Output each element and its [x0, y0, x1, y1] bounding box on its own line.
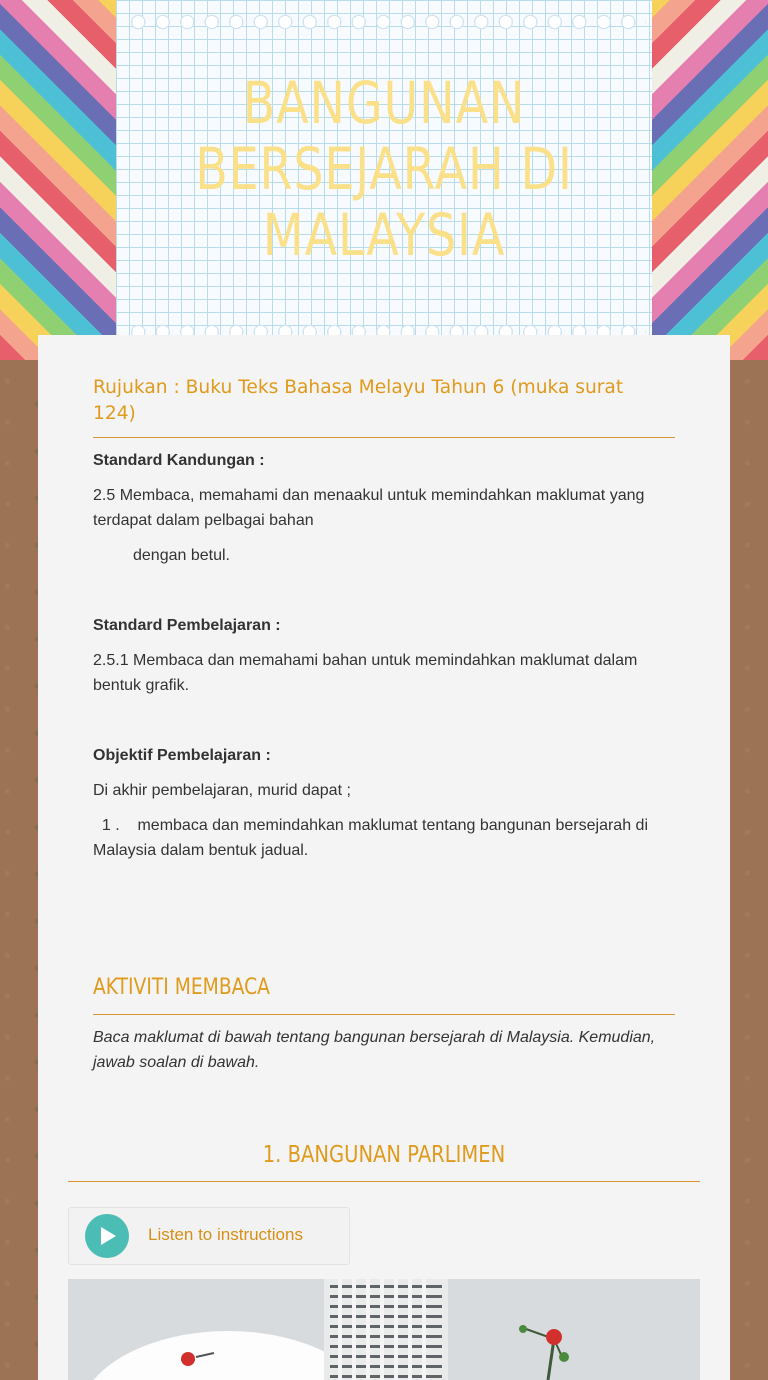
standard-kandungan-text-cont: dengan betul.: [133, 547, 230, 564]
objektif-item: 1 . membaca dan memindahkan maklumat tentang bangunan bersejarah di Malaysia dalam bentuk jadual.: [93, 817, 653, 859]
page-title: BANGUNAN BERSEJARAH DI MALAYSIA: [195, 69, 573, 269]
divider: [68, 1181, 700, 1182]
objektif-heading: Objektif Pembelajaran :: [93, 747, 271, 764]
audio-player[interactable]: [68, 1207, 350, 1265]
section-heading-parlimen: 1. BANGUNAN PARLIMEN: [262, 1142, 506, 1168]
standard-pembelajaran-text: 2.5.1 Membaca dan memahami bahan untuk memindahkan maklumat dalam bentuk grafik.: [93, 652, 638, 694]
play-icon: [99, 1226, 117, 1246]
standard-kandungan-heading: Standard Kandungan :: [93, 452, 265, 469]
objektif-intro: Di akhir pembelajaran, murid dapat ;: [93, 782, 351, 799]
chevron-pattern-left: [0, 0, 116, 360]
standard-pembelajaran-heading: Standard Pembelajaran :: [93, 617, 281, 634]
aktiviti-instruction: Baca maklumat di bawah tentang bangunan bersejarah di Malaysia. Kemudian, jawab soalan di bawah.: [93, 1029, 656, 1071]
divider: [93, 1014, 675, 1015]
divider: [93, 437, 675, 438]
parliament-building-photo: [68, 1279, 700, 1380]
standard-kandungan-text: 2.5 Membaca, memahami dan menaakul untuk memindahkan maklumat yang terdapat dalam pelbagai bahan: [93, 487, 645, 529]
aktiviti-heading: AKTIVITI MEMBACA: [93, 975, 270, 1000]
content-card: [38, 335, 730, 1380]
reference-text: Rujukan : Buku Teks Bahasa Melayu Tahun 6 (muka surat 124): [93, 376, 624, 424]
notebook-holes-top: [126, 14, 646, 30]
audio-label[interactable]: Listen to instructions: [148, 1225, 303, 1244]
play-button[interactable]: [85, 1214, 129, 1258]
chevron-pattern-right: [652, 0, 768, 360]
